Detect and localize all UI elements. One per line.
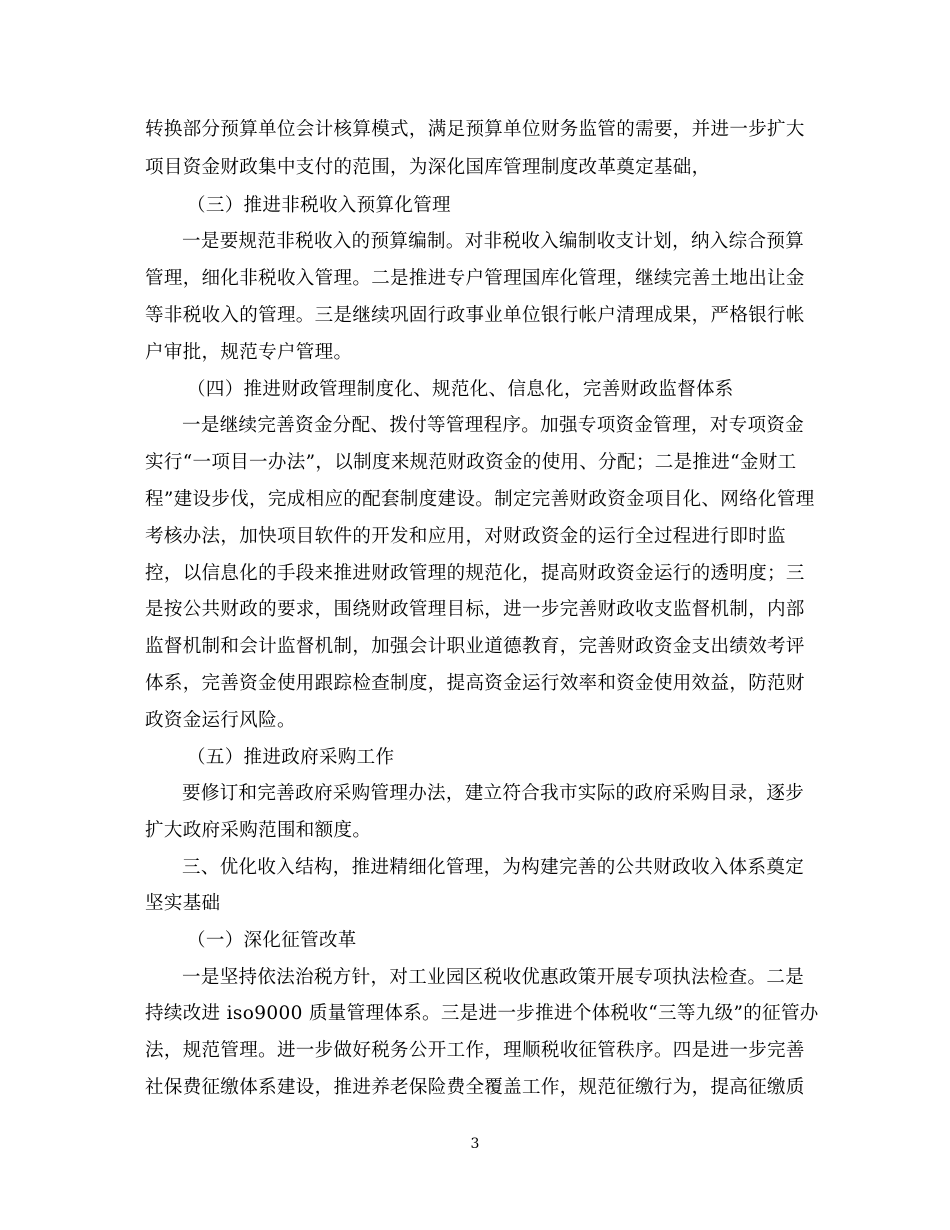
section-heading: （一）深化征管改革 <box>187 930 357 951</box>
section-heading: （三）推进非税收入预算化管理 <box>187 195 451 216</box>
body-text-line: 持续改进 iso9000 质量管理体系。三是进一步推进个体税收“三等九级”的征管办 <box>145 1003 819 1024</box>
body-text-line: 程”建设步伐，完成相应的配套制度建设。制定完善财政资金项目化、网络化管理 <box>145 489 815 510</box>
body-text-line: 一是坚持依法治税方针，对工业园区税收优惠政策开展专项执法检查。二是 <box>182 967 805 988</box>
section-heading: 三、优化收入结构，推进精细化管理，为构建完善的公共财政收入体系奠定 <box>182 857 805 878</box>
body-text-line: 法，规范管理。进一步做好税务公开工作，理顺税收征管秩序。四是进一步完善 <box>145 1040 805 1061</box>
body-text-line: 一是要规范非税收入的预算编制。对非税收入编制收支计划，纳入综合预算 <box>182 231 805 252</box>
body-text-line: 要修订和完善政府采购管理办法，建立符合我市实际的政府采购目录，逐步 <box>182 783 805 804</box>
body-text-line: 转换部分预算单位会计核算模式，满足预算单位财务监管的需要，并进一步扩大 <box>145 119 805 140</box>
body-text-line: 是按公共财政的要求，围绕财政管理目标，进一步完善财政收支监督机制，内部 <box>145 599 805 620</box>
page-number: 3 <box>470 1136 480 1152</box>
body-text-line: 社保费征缴体系建设，推进养老保险费全覆盖工作，规范征缴行为，提高征缴质 <box>145 1077 805 1098</box>
body-text-line: 监督机制和会计监督机制，加强会计职业道德教育，完善财政资金支出绩效考评 <box>145 636 805 657</box>
body-text-line: 户审批，规范专户管理。 <box>145 342 353 363</box>
section-heading: （四）推进财政管理制度化、规范化、信息化，完善财政监督体系 <box>187 379 734 400</box>
body-text-line: 实行“一项目一办法”，以制度来规范财政资金的使用、分配；二是推进“金财工 <box>145 452 797 473</box>
body-text-line: 体系，完善资金使用跟踪检查制度，提高资金运行效率和资金使用效益，防范财 <box>145 673 805 694</box>
body-text-line: 一是继续完善资金分配、拨付等管理程序。加强专项资金管理，对专项资金 <box>182 415 805 436</box>
body-text-line: 管理，细化非税收入管理。二是推进专户管理国库化管理，继续完善土地出让金 <box>145 268 805 289</box>
body-text-line: 政资金运行风险。 <box>145 710 296 731</box>
section-heading: 坚实基础 <box>145 893 221 914</box>
body-text-line: 等非税收入的管理。三是继续巩固行政事业单位银行帐户清理成果，严格银行帐 <box>145 305 805 326</box>
body-text-line: 扩大政府采购范围和额度。 <box>145 820 372 841</box>
body-text-line: 项目资金财政集中支付的范围，为深化国库管理制度改革奠定基础， <box>145 157 711 178</box>
body-text-line: 控，以信息化的手段来推进财政管理的规范化，提高财政资金运行的透明度；三 <box>145 563 805 584</box>
section-heading: （五）推进政府采购工作 <box>187 747 395 768</box>
body-text-line: 考核办法，加快项目软件的开发和应用，对财政资金的运行全过程进行即时监 <box>145 526 786 547</box>
